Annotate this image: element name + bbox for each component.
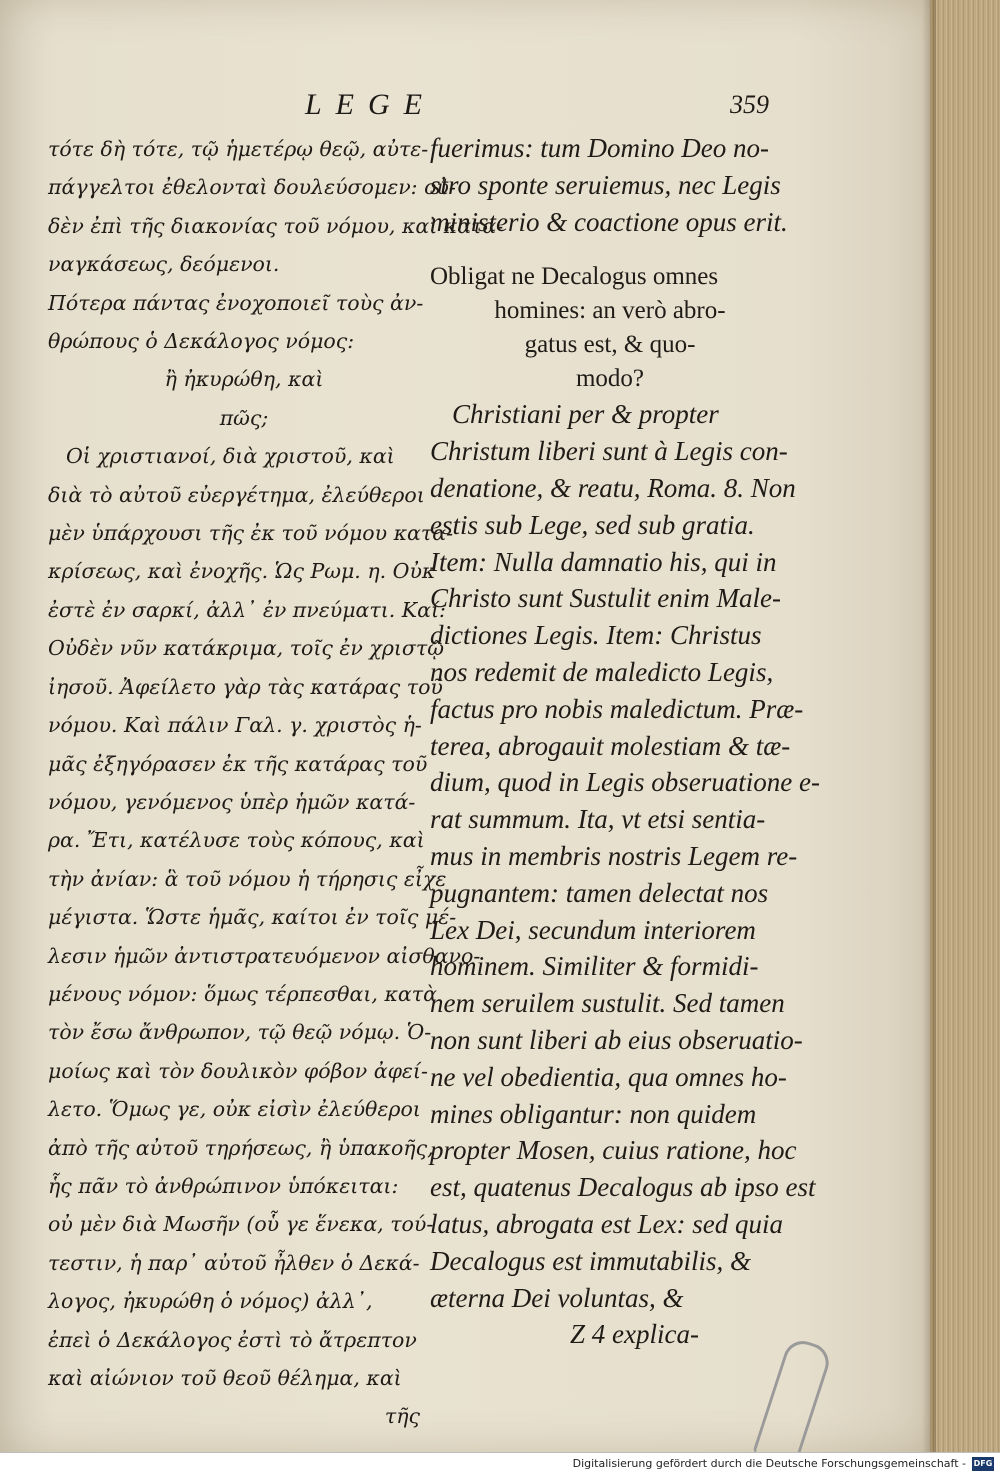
section-heading-line: gatus est, & quo- [524, 331, 696, 359]
greek-text-line: ἐπεὶ ὁ Δεκάλογος ἐστὶ τὸ ἄτρεπτον [48, 1327, 417, 1352]
greek-text-line: πῶς; [219, 405, 269, 430]
greek-text-line: ἀπὸ τῆς αὐτοῦ τηρήσεως, ἢ ὑπακοῆς, [48, 1135, 434, 1160]
greek-text-line: Οἱ χριστιανοί, διὰ χριστοῦ, καὶ [66, 444, 395, 469]
greek-text-line: οὐ μὲν διὰ Μωσῆν (οὗ γε ἕνεκα, τού- [48, 1212, 434, 1237]
greek-text-line: λεσιν ἡμῶν ἀντιστρατευόμενον αἰσθανο- [48, 943, 481, 968]
latin-text-line: ministerio & coactione opus erit. [430, 206, 788, 237]
section-heading-line: Obligat ne Decalogus omnes [430, 263, 719, 291]
greek-text-line: καὶ αἰώνιον τοῦ θεοῦ θέλημα, καὶ [48, 1366, 402, 1390]
latin-text-line: stro sponte seruiemus, nec Legis [430, 169, 781, 200]
latin-text-line: dictiones Legis. Item: Christus [430, 620, 762, 651]
footer-bar [0, 1452, 1000, 1477]
latin-text-line: non sunt liberi ab eius obseruatio- [430, 1024, 803, 1055]
greek-text-line: νόμου. Καὶ πάλιν Γαλ. γ. χριστὸς ἡ- [48, 713, 422, 738]
section-gap [430, 240, 790, 260]
latin-text-line: estis sub Lege, sed sub gratia. [430, 509, 755, 540]
latin-text-line: mines obligantur: non quidem [430, 1098, 757, 1129]
greek-text-line: κρίσεως, καὶ ἐνοχῆς. Ὡς Ρωμ. η. Οὐκ [48, 559, 436, 584]
book-fore-edge [930, 0, 1000, 1452]
greek-text-line: ρα. Ἔτι, κατέλυσε τοὺς κόπους, καὶ [48, 828, 425, 853]
latin-text-line: æterna Dei voluntas, & [430, 1282, 684, 1313]
latin-text-line: denatione, & reatu, Roma. 8. Non [430, 472, 796, 503]
greek-text-line: μέγιστα. Ὥστε ἡμᾶς, καίτοι ἐν τοῖς μέ- [48, 905, 457, 930]
greek-text-line: μοίως καὶ τὸν δουλικὸν φόβον ἀφεί- [48, 1058, 428, 1083]
page-number: 359 [730, 90, 769, 119]
greek-text-line: θρώπους ὁ Δεκάλογος νόμος: [48, 329, 355, 354]
greek-text-line: τεστιν, ἡ παρ᾽ αὐτοῦ ἦλθεν ὁ Δεκά- [48, 1250, 420, 1275]
greek-text-line: διὰ τὸ αὐτοῦ εὐεργέτημα, ἐλεύθεροι [48, 482, 425, 507]
latin-text-line: mus in membris nostris Legem re- [430, 840, 798, 871]
latin-text-line: factus pro nobis maledictum. Præ- [430, 693, 804, 724]
greek-text-line: Οὐδὲν νῦν κατάκριμα, τοῖς ἐν χριστῷ [48, 636, 444, 661]
greek-text-line: λετο. Ὅμως γε, οὐκ εἰσὶν ἐλεύθεροι [48, 1097, 421, 1122]
greek-text-line: Πότερα πάντας ἐνοχοποιεῖ τοὺς ἀν- [48, 290, 424, 315]
greek-text-line: πάγγελτοι ἐθελονταὶ δουλεύσομεν: οὐ- [48, 175, 456, 200]
latin-text-line: Lex Dei, secundum interiorem [430, 914, 756, 945]
latin-text-line: nem seruilem sustulit. Sed tamen [430, 988, 785, 1019]
page-edge-shadow [922, 0, 936, 1452]
greek-text-line: μένους νόμον: ὅμως τέρπεσθαι, κατὰ [48, 981, 437, 1006]
latin-text-line: est, quatenus Decalogus ab ipso est [430, 1172, 816, 1203]
greek-text-line: μᾶς ἐξηγόρασεν ἐκ τῆς κατάρας τοῦ [48, 751, 428, 776]
latin-text-line: pugnantem: tamen delectat nos [430, 877, 769, 908]
latin-text-line: nos redemit de maledicto Legis, [430, 656, 774, 687]
greek-text-line: μὲν ὑπάρχουσι τῆς ἐκ τοῦ νόμου κατα- [48, 521, 453, 546]
greek-text-line: ἰησοῦ. Ἀφείλετο γὰρ τὰς κατάρας τοῦ [48, 674, 443, 699]
greek-text-line: τῆς [384, 1404, 420, 1429]
signature-mark: Z 4 explica- [570, 1319, 699, 1350]
latin-text-line: latus, abrogata est Lex: sed quia [430, 1208, 783, 1239]
greek-text-line: νόμου, γενόμενος ὑπὲρ ἡμῶν κατά- [48, 789, 416, 814]
greek-text-line: ἐστὲ ἐν σαρκί, ἀλλ᾽ ἐν πνεύματι. Καί: [48, 597, 446, 622]
latin-text-line: Decalogus est immutabilis, & [430, 1245, 751, 1276]
greek-text-line: ἢ ἠκυρώθη, καὶ [164, 367, 324, 392]
latin-text-line: rat summum. Ita, vt etsi sentia- [430, 804, 766, 835]
running-head: LEGE [305, 88, 436, 121]
greek-text-line: τότε δὴ τότε, τῷ ἡμετέρῳ θεῷ, αὐτε- [48, 137, 429, 161]
latin-text-column [430, 130, 820, 1353]
greek-text-line: λογος, ἠκυρώθη ὁ νόμος) ἀλλ᾽, [48, 1289, 373, 1314]
latin-text-line: hominem. Similiter & formidi- [430, 951, 759, 982]
latin-text-line: ne vel obedientia, qua omnes ho- [430, 1061, 787, 1092]
greek-text-line: ναγκάσεως, δεόμενοι. [48, 252, 280, 277]
latin-text-line: Christum liberi sunt à Legis con- [430, 436, 788, 467]
latin-text-line: Item: Nulla damnatio his, qui in [430, 546, 777, 577]
latin-text-line: terea, abrogauit molestiam & tæ- [430, 730, 791, 761]
latin-text-line: propter Mosen, cuius ratione, hoc [430, 1135, 797, 1166]
latin-text-line: dium, quod in Legis obseruatione e- [430, 767, 820, 798]
greek-text-line: ἧς πᾶν τὸ ἀνθρώπινον ὑπόκειται: [48, 1173, 399, 1198]
greek-text-line: τὴν ἀνίαν: ἃ τοῦ νόμου ἡ τήρησις εἶχε [48, 866, 447, 891]
greek-text-line: δὲν ἐπὶ τῆς διακονίας τοῦ νόμου, καὶ κατα- [48, 213, 504, 238]
section-heading-line: modo? [575, 365, 645, 393]
dfg-logo-icon: DFG [972, 1457, 994, 1471]
footer-credit: Digitalisierung gefördert durch die Deutsche Forschungsgemeinschaft - [572, 1457, 966, 1470]
section-heading-line: homines: an verò abro- [494, 297, 726, 325]
latin-text-line: fuerimus: tum Domino Deo no- [430, 133, 769, 163]
greek-text-column [48, 130, 504, 1436]
latin-text-line: Christo sunt Sustulit enim Male- [430, 583, 781, 614]
latin-text-line: Christiani per & propter [452, 399, 719, 430]
greek-text-line: τὸν ἔσω ἄνθρωπον, τῷ θεῷ νόμῳ. Ὁ- [48, 1020, 432, 1045]
